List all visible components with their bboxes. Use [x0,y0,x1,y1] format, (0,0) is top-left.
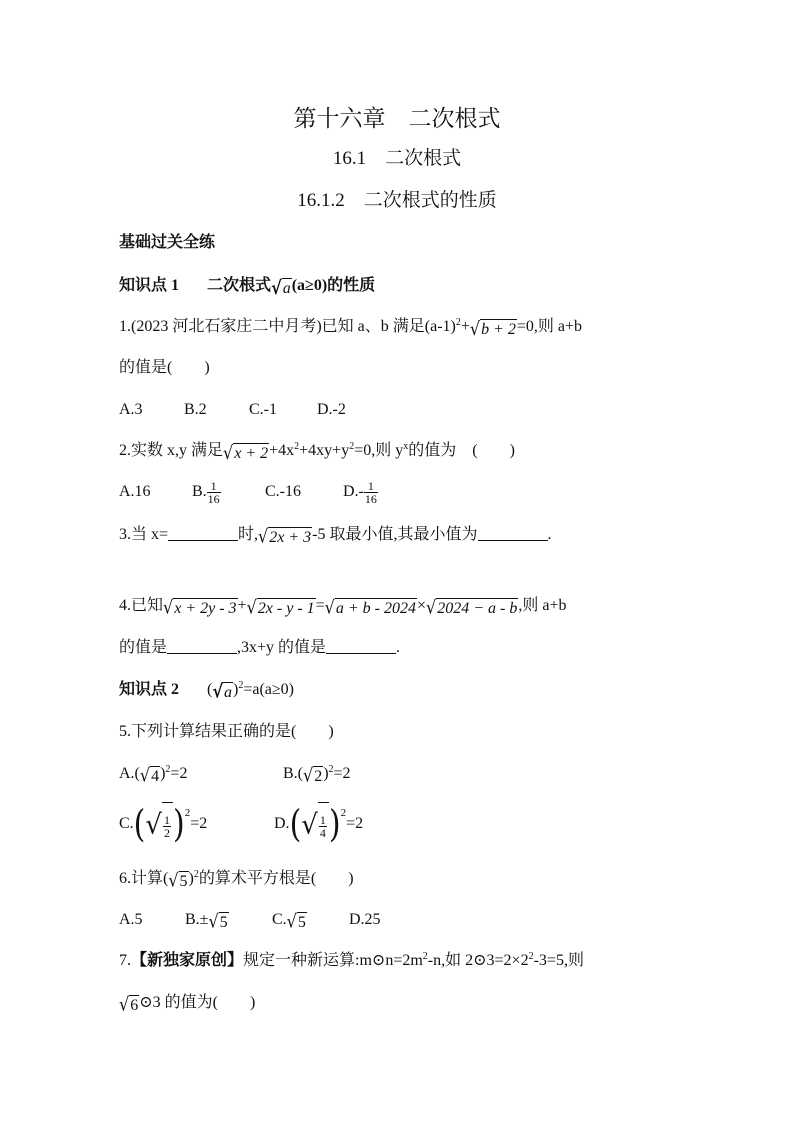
q5-option-c[interactable]: C.(√ $\frac{1}{2}$ )$^2$=2 [119,802,208,846]
sqrt-a: √a [271,276,291,299]
q6-option-c[interactable]: C.√5 [272,910,306,933]
question-3: 3.当 x= 时,√2x + 3-5 取最小值,其最小值为 . [119,525,552,548]
sqrt-b-plus-2: √b + 2 [469,317,516,340]
kp1-title-post: (a≥0)的性质 [291,277,376,294]
sqrt-2: √2 [303,764,323,787]
question-4-line-1: 4.已知√x + 2y - 3+√2x - y - 1=√a + b - 2024×√2024 − a - b,则 a+b [119,596,567,619]
q1-option-b[interactable]: B.2 [184,401,207,418]
question-2-stem: 2.实数 x,y 满足$√x + 2+4x^2+4xy+y^2=0$,则 $y^x$的值为 ( ) [119,441,515,464]
q2-option-c[interactable]: C.-16 [265,483,301,501]
q5-option-b[interactable]: $B.(√2)^2=2$ [283,764,351,787]
kp2-label: 知识点 2 [119,681,180,698]
question-6-stem: 6.计算$(√5)^2$的算术平方根是( ) [119,869,354,892]
q5-option-a[interactable]: $A.(√4)^2=2$ [119,764,188,787]
question-5-options-row-1 [119,763,351,788]
question-1-line-2: 的值是( ) [119,359,210,376]
knowledge-point-1-heading [119,275,375,300]
q6-option-d[interactable]: D.25 [349,911,381,928]
q6-option-b[interactable]: B.±√5 [185,910,228,933]
q6-option-a[interactable]: A.5 [119,911,143,928]
question-5-stem: 5.下列计算结果正确的是( ) [119,723,334,740]
question-7-line-1: 7.【新独家原创】规定一种新运算$:m⊙n=2m^2-n$,如 $2⊙3=2\times 2^2-3=5$,则 [119,951,584,969]
sqrt-1-over-4: √ $\frac{1}{4}$ [301,802,329,847]
q4-answer-blank-2[interactable] [326,638,396,654]
q3-answer-blank-2[interactable] [478,525,548,541]
question-2-options [119,480,378,505]
sqrt-2024-minus-a-minus-b: √2024 − a - b [426,596,518,619]
sqrt-a-plus-b-minus-2024: √a + b - 2024 [324,596,416,619]
q2-option-b[interactable]: B. $\frac{1}{16}$ [192,479,220,506]
fraction-1-16: $\frac{1}{16}$ [207,479,220,506]
question-1-line-1: 1.(2023 河北石家庄二中月考)已知 a、b 满足$(a-1)^2+√b + 2=0$,则 a+b [119,317,583,340]
sqrt-x-plus-2: √x + 2 [223,441,269,464]
q2-option-d[interactable]: D.- $\frac{1}{16}$ [343,479,377,506]
sqrt-5: √5 [168,869,188,892]
q2-option-a[interactable]: A.16 [119,483,151,501]
knowledge-point-2-heading: 知识点 2 $(√a)^2=a(a\ge 0)$ [119,680,295,703]
sqrt-x-plus-2y-minus-3: √x + 2y - 3 [163,596,237,619]
q3-answer-blank-1[interactable] [168,525,238,541]
sqrt-2x-plus-3: √2x + 3 [258,525,312,548]
section-title: 16.1 二次根式 [332,148,462,169]
sqrt-6: √6 [119,993,139,1016]
fraction-1-16-neg: $\frac{1}{16}$ [364,479,377,506]
q1-option-d[interactable]: D.-2 [317,401,346,418]
subsection-title: 16.1.2 二次根式的性质 [297,190,497,211]
q1-option-c[interactable]: C.-1 [249,401,277,418]
q4-answer-blank-1[interactable] [167,638,237,654]
original-tag: 【新独家原创】 [131,952,244,969]
sqrt-2x-minus-y-minus-1: √2x - y - 1 [246,596,315,619]
question-1-options [119,399,346,421]
q5-option-d[interactable]: D.(√ $\frac{1}{4}$ )$^2$=2 [274,802,364,846]
sqrt-4: √4 [139,764,160,787]
kp1-label: 知识点 1 [119,277,180,294]
question-6-options [119,909,381,934]
sqrt-5-b: √5 [208,910,228,933]
question-4-line-2: 的值是 ,3x+y 的值是 . [119,639,401,656]
kp1-title-pre: 二次根式 [207,277,272,294]
sqrt-1-over-2: √ $\frac{1}{2}$ [145,802,173,847]
question-7-line-2: √6⊙3 的值为( ) [119,993,256,1016]
sqrt-a-kp2: √a [212,680,233,703]
q1-option-a[interactable]: A.3 [119,401,143,418]
sqrt-5-c: √5 [286,910,306,933]
practice-heading: 基础过关全练 [119,234,216,251]
question-5-options-row-2 [119,802,363,847]
chapter-title: 第十六章 二次根式 [293,106,501,131]
